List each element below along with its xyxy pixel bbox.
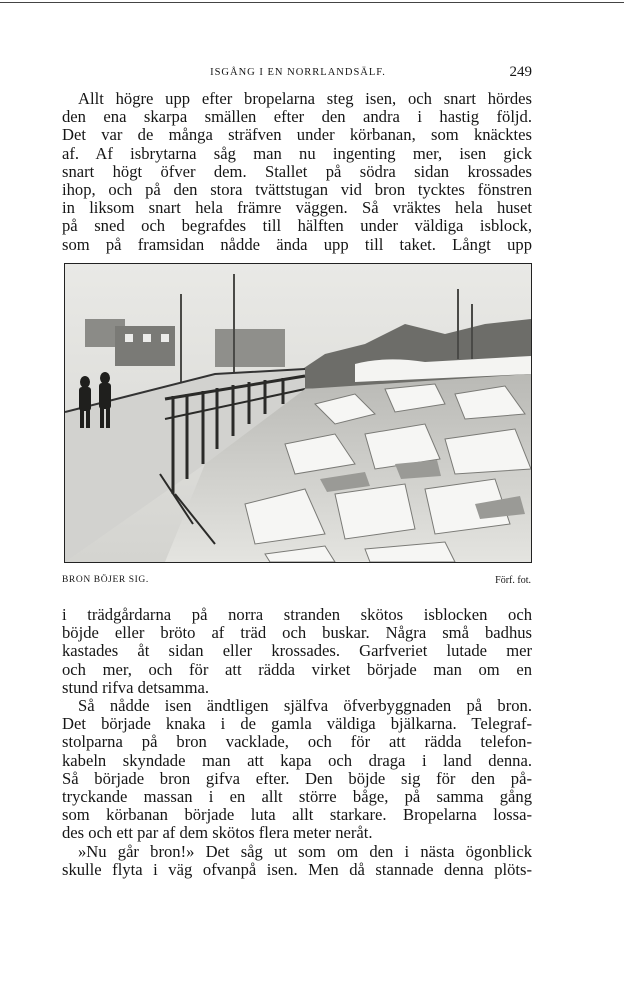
text-line: af. Af isbrytarna såg man nu ingenting mer, isen gick (62, 143, 532, 163)
text-line: som på framsidan nådde ända upp till taket. Långt upp (62, 234, 532, 254)
text-line: in liksom snart hela främre väggen. Så vräktes hela huset (62, 198, 532, 218)
text-line: Så började bron gifva efter. Den böjde sig för den på- (62, 768, 532, 788)
text-line: des och ett par af dem skötos flera meter neråt. (62, 823, 373, 843)
photo-credit: Förf. fot. (495, 575, 531, 586)
text-line: i trädgårdarna på norra stranden skötos isblocken och (62, 605, 532, 624)
text-line: tryckande massan i en allt större båge, på samma gång (62, 787, 532, 807)
text-line: som körbanan började luta allt starkare. Bropelarna lossa- (62, 805, 532, 825)
text-line: stund rifva detsamma. (62, 677, 210, 697)
text-line: Så nådde isen ändtligen själfva öfverbyggnaden på bron. (78, 696, 532, 716)
text-line: skulle flyta i väg ofvanpå isen. Men då stannade denna plöts- (62, 859, 532, 879)
text-line: på sned och begrafdes till hälften under väldiga isblock, (62, 216, 532, 236)
text-line: Det var de många sträfven under körbanan, som knäcktes (62, 125, 532, 145)
text-line: böjde eller bröto af träd och buskar. Några små badhus (62, 623, 532, 643)
running-title: ISGÅNG I EN NORRLANDSÄLF. (210, 67, 386, 78)
figure-caption: BRON BÖJER SIG. (62, 575, 149, 585)
text-line: »Nu går bron!» Det såg ut som om den i nästa ögonblick (78, 841, 532, 861)
text-line: Det började knaka i de gamla väldiga bjälkarna. Telegraf- (62, 714, 532, 734)
text-line: ihop, och på den stora tvättstugan vid bron tycktes fönstren (62, 180, 532, 200)
body-text (62, 606, 532, 879)
bridge-photograph (64, 263, 532, 563)
text-line: stolparna på bron vacklade, och för att rädda telefon- (62, 732, 532, 752)
text-line: Allt högre upp efter bropelarna steg isen, och snart hördes (78, 89, 532, 108)
top-rule (0, 2, 624, 3)
text-line: och mer, och för att rädda virket började man om en (62, 659, 532, 679)
text-line: kastades åt sidan eller krossades. Garfveriet lutade mer (62, 641, 532, 661)
page-number: 249 (509, 64, 532, 80)
text-line: snart högt öfver dem. Stallet på södra sidan krossades (62, 161, 532, 181)
page-header (62, 64, 534, 86)
text-line: kabeln skyndade man att kapa och draga i land denna. (62, 750, 532, 770)
photo-illustration (65, 264, 531, 562)
text-line: den ena skarpa smällen efter den andra i hastig följd. (62, 107, 532, 127)
top-paragraph (62, 90, 532, 254)
